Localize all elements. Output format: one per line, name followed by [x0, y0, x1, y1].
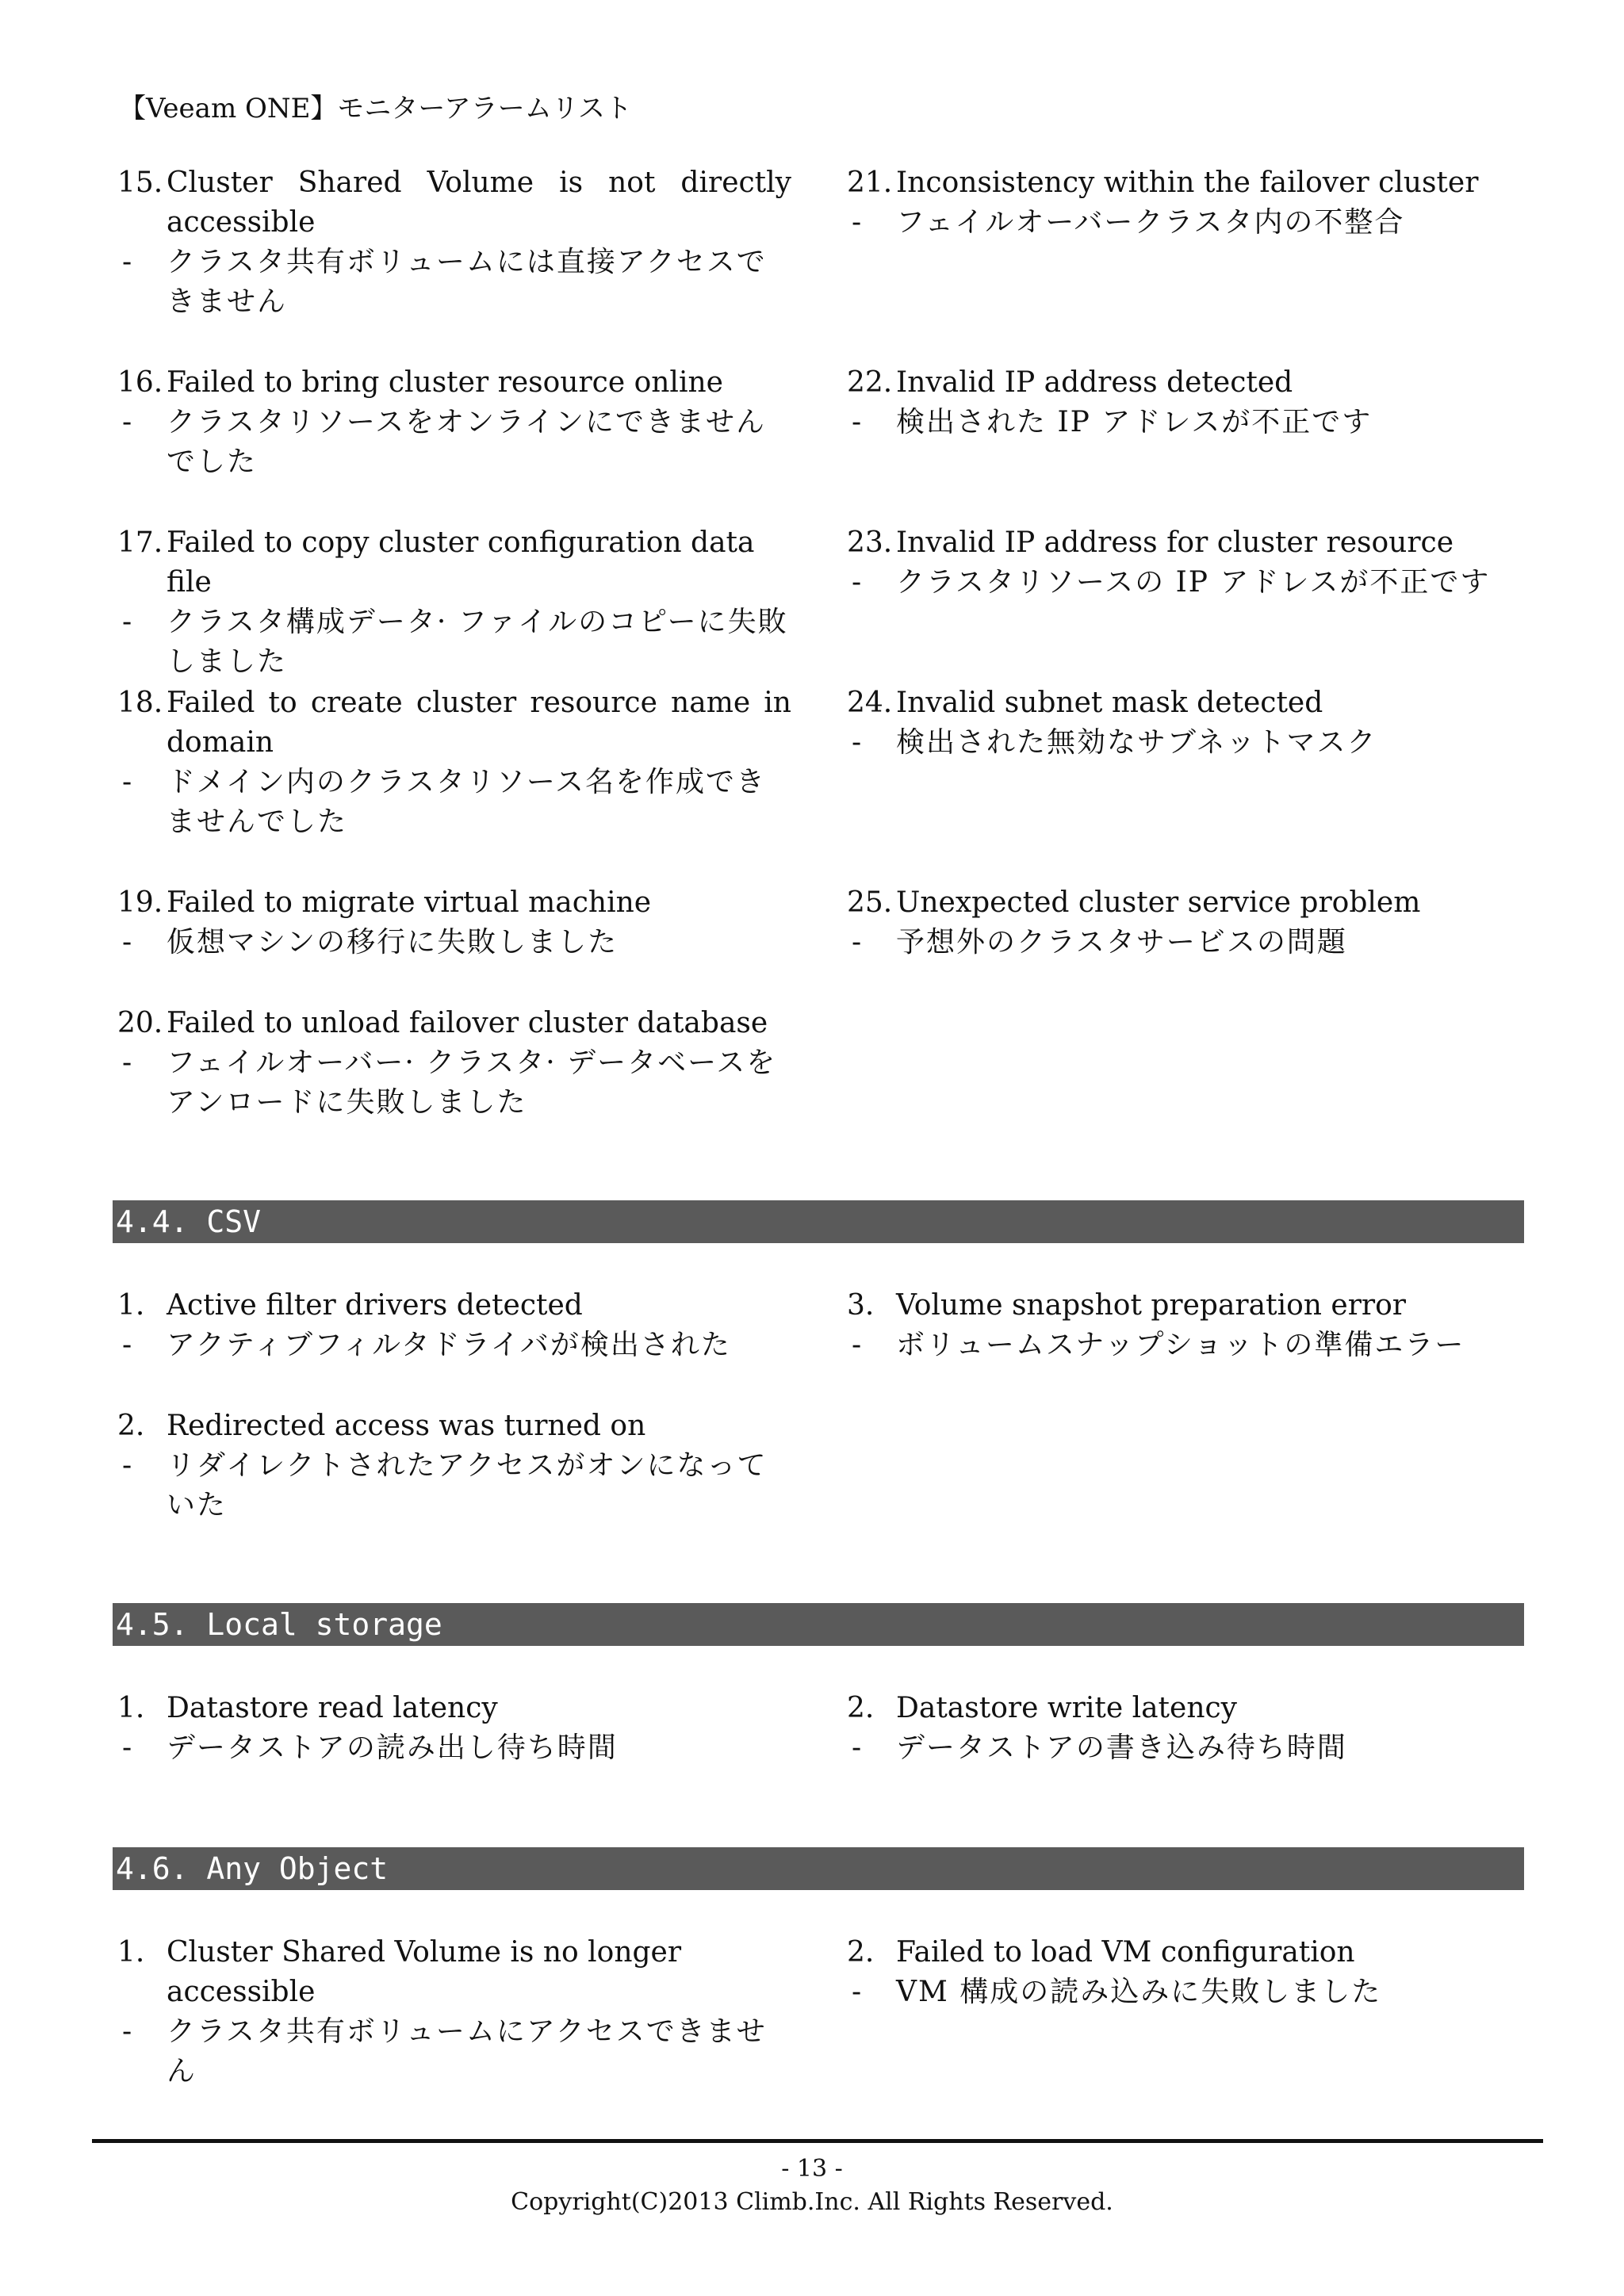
- item-number: 2.: [117, 1410, 145, 1442]
- item-description: 検出された IP アドレスが不正です: [896, 406, 1373, 438]
- dash-bullet: -: [852, 566, 862, 599]
- item-description: フェイルオーバー· クラスタ· データベースをアンロードに失敗しました: [167, 1047, 777, 1119]
- dash-bullet: -: [852, 1329, 862, 1361]
- item-description: 予想外のクラスタサービスの問題: [896, 926, 1347, 959]
- item-number: 16.: [117, 366, 163, 399]
- section-heading-csv: 4.4. CSV: [113, 1200, 1524, 1243]
- item-description: 検出された無効なサブネットマスク: [896, 726, 1377, 759]
- item-number: 1.: [117, 1289, 145, 1322]
- item-description: フェイルオーバークラスタ内の不整合: [896, 206, 1405, 239]
- item-description: クラスタ共有ボリュームにアクセスできません: [167, 2015, 767, 2087]
- item-title: Failed to create cluster resource name in domain: [167, 687, 791, 759]
- list-item: [847, 523, 1529, 603]
- dash-bullet: -: [122, 406, 132, 438]
- item-number: 17.: [117, 526, 163, 559]
- item-description: データストアの書き込み待ち時間: [896, 1732, 1347, 1764]
- dash-bullet: -: [122, 926, 132, 959]
- dash-bullet: -: [852, 726, 862, 759]
- dash-bullet: -: [122, 606, 132, 638]
- list-item: [847, 363, 1529, 442]
- document-header: 【Veeam ONE】モニターアラームリスト: [119, 93, 633, 124]
- footer-divider: [92, 2139, 1543, 2143]
- item-title: Failed to unload failover cluster database: [167, 1007, 768, 1039]
- item-title: Cluster Shared Volume is not directly accessible: [167, 166, 791, 239]
- list-item: [117, 363, 791, 482]
- item-description: ボリュームスナップショットの準備エラー: [896, 1329, 1465, 1361]
- item-number: 25.: [847, 886, 893, 919]
- item-description: クラスタ共有ボリュームには直接アクセスできません: [167, 246, 767, 318]
- dash-bullet: -: [852, 1976, 862, 2008]
- item-description: リダイレクトされたアクセスがオンになっていた: [167, 1449, 768, 1521]
- item-title: Inconsistency within the failover cluster: [896, 166, 1479, 199]
- list-item: [117, 683, 791, 842]
- section-heading-local-storage: 4.5. Local storage: [113, 1603, 1524, 1646]
- dash-bullet: -: [122, 766, 132, 798]
- list-item: [847, 883, 1529, 962]
- dash-bullet: -: [122, 1449, 132, 1482]
- item-description: クラスタリソースの IP アドレスが不正です: [896, 566, 1491, 599]
- dash-bullet: -: [122, 2015, 132, 2048]
- dash-bullet: -: [122, 1329, 132, 1361]
- item-number: 15.: [117, 166, 163, 199]
- dash-bullet: -: [122, 1732, 132, 1764]
- item-title: Volume snapshot preparation error: [896, 1289, 1406, 1322]
- item-description: クラスタリソースをオンラインにできませんでした: [167, 406, 767, 478]
- item-number: 21.: [847, 166, 893, 199]
- item-title: Failed to migrate virtual machine: [167, 886, 652, 919]
- copyright-notice: Copyright(C)2013 Climb.Inc. All Rights Reserved.: [511, 2188, 1113, 2216]
- item-title: Invalid IP address detected: [896, 366, 1293, 399]
- item-title: Failed to copy cluster configuration data file: [167, 526, 755, 599]
- section-heading-any-object: 4.6. Any Object: [113, 1847, 1524, 1890]
- item-number: 2.: [847, 1936, 875, 1969]
- list-item: [117, 1406, 791, 1525]
- list-item: [847, 683, 1529, 763]
- dash-bullet: -: [852, 206, 862, 239]
- list-item: [117, 163, 791, 322]
- item-number: 19.: [117, 886, 163, 919]
- item-number: 20.: [117, 1007, 163, 1039]
- item-description: 仮想マシンの移行に失敗しました: [167, 926, 619, 959]
- item-number: 22.: [847, 366, 893, 399]
- item-number: 1.: [117, 1936, 145, 1969]
- item-number: 1.: [117, 1692, 145, 1724]
- list-item: [117, 883, 791, 962]
- item-title: Failed to load VM configuration: [896, 1936, 1355, 1969]
- list-item: [117, 1933, 791, 2091]
- list-item: [847, 1689, 1529, 1768]
- list-item: [847, 1933, 1529, 2012]
- item-title: Active filter drivers detected: [167, 1289, 583, 1322]
- item-description: ドメイン内のクラスタリソース名を作成できませんでした: [167, 766, 767, 838]
- item-description: クラスタ構成データ· ファイルのコピーに失敗しました: [167, 606, 788, 678]
- item-title: Datastore write latency: [896, 1692, 1238, 1724]
- item-title: Failed to bring cluster resource online: [167, 366, 723, 399]
- page-number: - 13 -: [781, 2155, 843, 2183]
- item-description: VM 構成の読み込みに失敗しました: [896, 1976, 1382, 2008]
- dash-bullet: -: [852, 406, 862, 438]
- list-item: [847, 163, 1529, 243]
- dash-bullet: -: [852, 926, 862, 959]
- item-number: 3.: [847, 1289, 875, 1322]
- dash-bullet: -: [122, 1047, 132, 1079]
- item-title: Unexpected cluster service problem: [896, 886, 1421, 919]
- item-number: 18.: [117, 687, 163, 719]
- list-item: [117, 1004, 791, 1123]
- item-title: Invalid IP address for cluster resource: [896, 526, 1454, 559]
- item-number: 24.: [847, 687, 893, 719]
- list-item: [117, 1689, 791, 1768]
- item-title: Redirected access was turned on: [167, 1410, 646, 1442]
- item-title: Invalid subnet mask detected: [896, 687, 1323, 719]
- list-item: [117, 523, 791, 682]
- list-item: [117, 1286, 791, 1365]
- item-description: アクティブフィルタドライバが検出された: [167, 1329, 731, 1361]
- item-description: データストアの読み出し待ち時間: [167, 1732, 618, 1764]
- dash-bullet: -: [852, 1732, 862, 1764]
- item-title: Datastore read latency: [167, 1692, 498, 1724]
- item-number: 23.: [847, 526, 893, 559]
- item-number: 2.: [847, 1692, 875, 1724]
- dash-bullet: -: [122, 246, 132, 278]
- list-item: [847, 1286, 1529, 1365]
- item-title: Cluster Shared Volume is no longer accessible: [167, 1936, 682, 2008]
